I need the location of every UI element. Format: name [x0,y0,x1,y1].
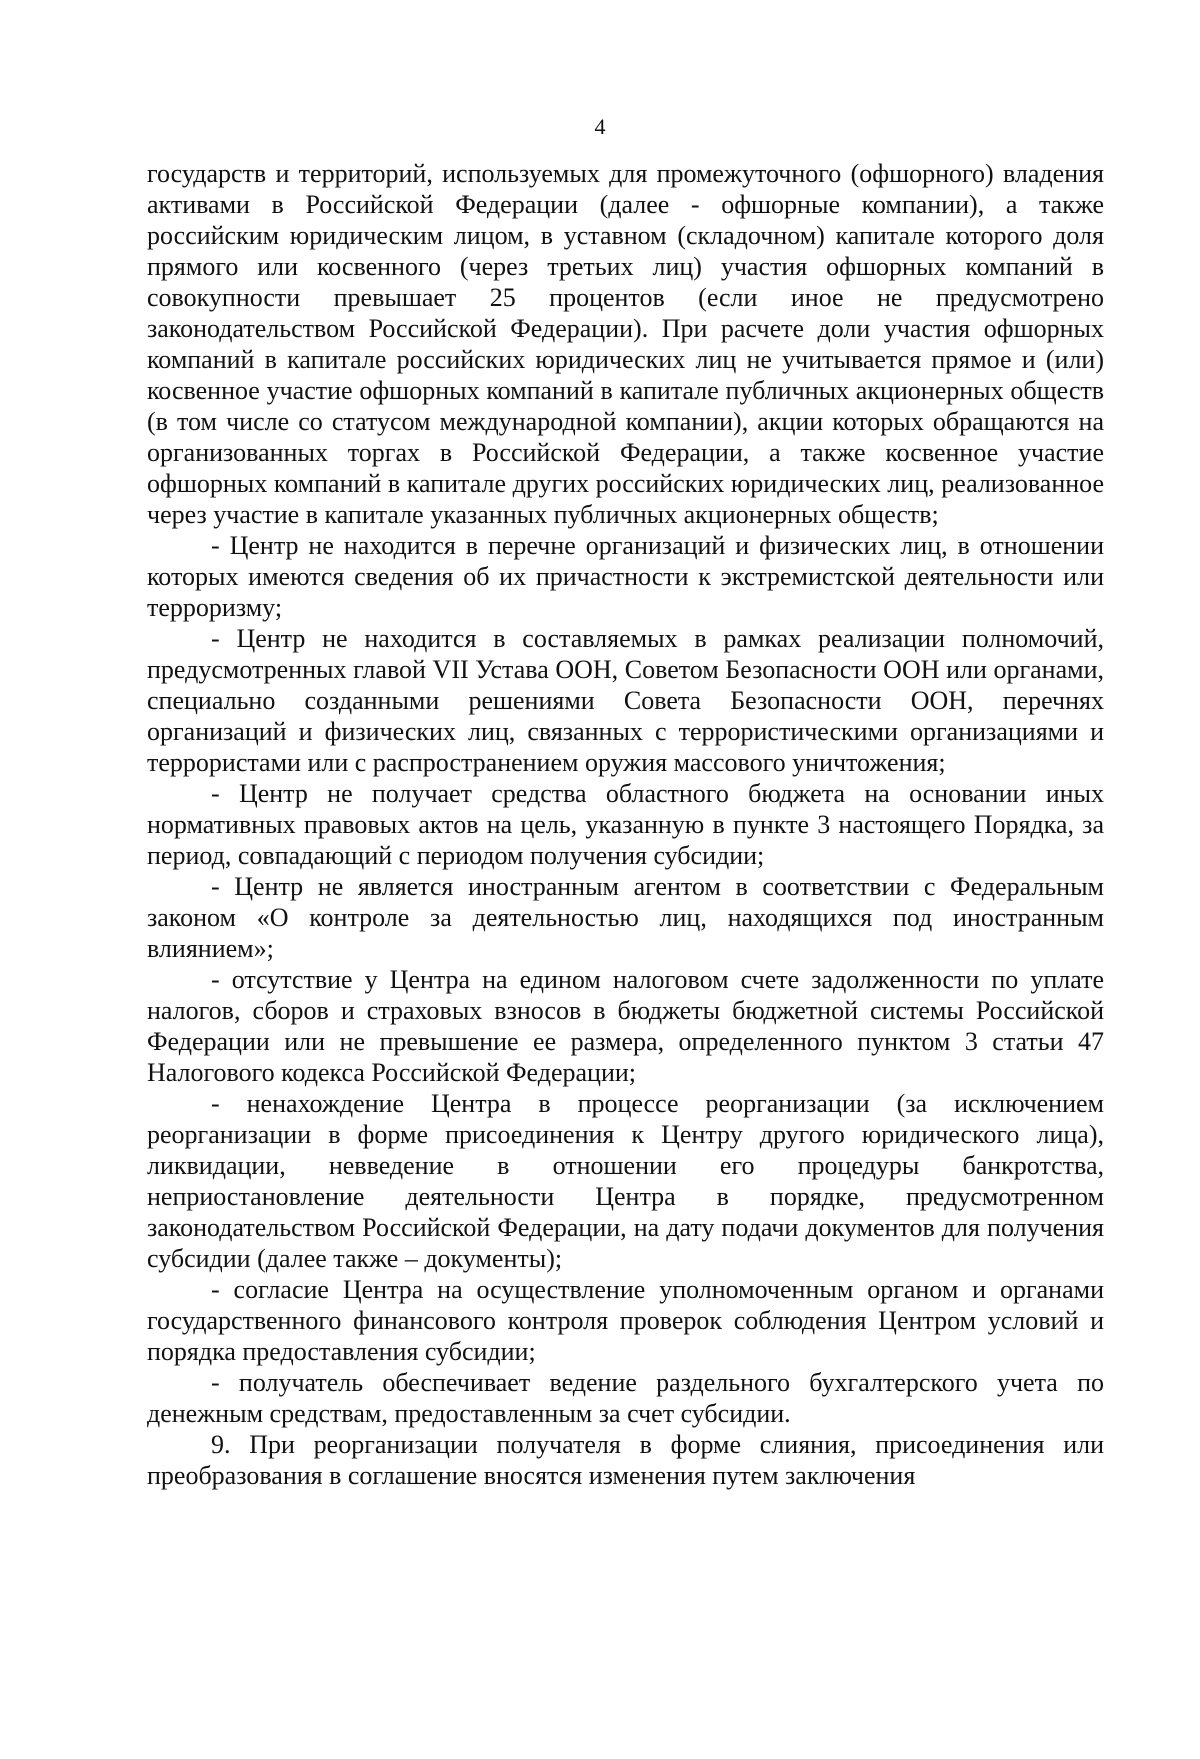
paragraph-offshore-continuation: государств и территорий, используемых для промежуточного (офшорного) владения активами в Российской Федерации (далее - офшорные компании), а также российским юридическим лицом, в уставном (складочном) капитале которого доля прямого или косвенного (через третьих лиц) участия офшорных компаний в совокупности превышает 25 процентов (если иное не предусмотрено законодательством Российской Федерации). При расчете доли участия офшорных компаний в капитале российских юридических лиц не учитывается прямое и (или) косвенное участие офшорных компаний в капитале публичных акционерных обществ (в том числе со статусом международной компании), акции которых обращаются на организованных торгах в Российской Федерации, а также косвенное участие офшорных компаний в капитале других российских юридических лиц, реализованное через участие в капитале указанных публичных акционерных обществ; [147,159,1104,529]
paragraph-un-sanctions: - Центр не находится в составляемых в рамках реализации полномочий, предусмотренных главой VII Устава ООН, Советом Безопасности ООН или органами, специально созданными решениями Совета Безопасности ООН, перечнях организаций и физических лиц, связанных с террористическими организациями и террористами или с распространением оружия массового уничтожения; [147,624,1104,777]
paragraph-budget-funds: - Центр не получает средства областного бюджета на основании иных нормативных правовых актов на цель, указанную в пункте 3 настоящего Порядка, за период, совпадающий с периодом получения субсидии; [147,779,1104,870]
paragraph-extremism: - Центр не находится в перечне организаций и физических лиц, в отношении которых имеются сведения об их причастности к экстремистской деятельности или терроризму; [147,531,1104,622]
paragraph-foreign-agent: - Центр не является иностранным агентом в соответствии с Федеральным законом «О контроле за деятельностью лиц, находящихся под иностранным влиянием»; [147,872,1104,963]
paragraph-section-9: 9. При реорганизации получателя в форме слияния, присоединения или преобразования в соглашение вносятся изменения путем заключения [147,1430,1104,1490]
paragraph-reorganization: - ненахождение Центра в процессе реорганизации (за исключением реорганизации в форме присоединения к Центру другого юридического лица), ликвидации, невведение в отношении его процедуры банкротства, неприостановление деятельности Центра в порядке, предусмотренном законодательством Российской Федерации, на дату подачи документов для получения субсидии (далее также – документы); [147,1089,1104,1273]
document-body [147,158,1104,1491]
page-number: 4 [594,114,606,139]
paragraph-accounting: - получатель обеспечивает ведение раздельного бухгалтерского учета по денежным средствам, предоставленным за счет субсидии. [147,1368,1104,1428]
paragraph-audit-consent: - согласие Центра на осуществление уполномоченным органом и органами государственного финансового контроля проверок соблюдения Центром условий и порядка предоставления субсидии; [147,1275,1104,1366]
paragraph-tax-debt: - отсутствие у Центра на едином налоговом счете задолженности по уплате налогов, сборов и страховых взносов в бюджеты бюджетной системы Российской Федерации или не превышение ее размера, определенного пунктом 3 статьи 47 Налогового кодекса Российской Федерации; [147,965,1104,1087]
